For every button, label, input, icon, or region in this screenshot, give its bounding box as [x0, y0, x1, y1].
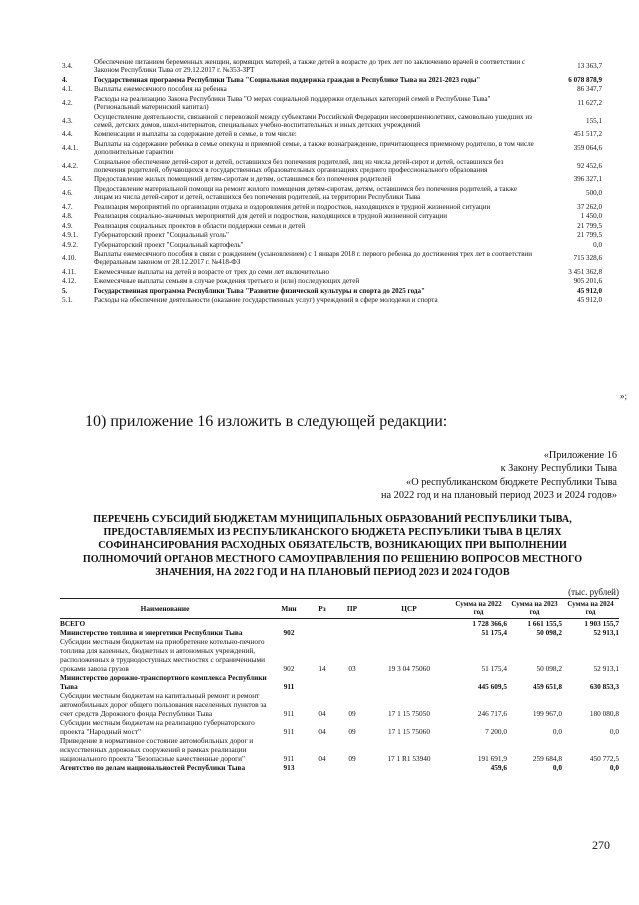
- cell-rz: 04: [318, 754, 326, 763]
- row-number: 4.6.: [62, 188, 73, 197]
- row-amount: 86 347,7: [577, 85, 602, 94]
- row-description: Реализация социальных проектов в области поддержки семьи и детей: [94, 221, 306, 230]
- row-number: 4.4.: [62, 130, 73, 139]
- program-row: [62, 277, 602, 285]
- table-row: [60, 691, 619, 718]
- header-2024: Сумма на 2024 год: [567, 599, 614, 616]
- program-row: [62, 287, 602, 295]
- header-rz: Рз: [318, 604, 326, 613]
- row-number: 4.2.: [62, 98, 73, 107]
- cell-min: 911: [283, 682, 295, 691]
- appendix-header: [287, 449, 617, 503]
- cell-name: Субсидии местным бюджетам на капитальный ремонт и ремонт автомобильных дорог общего пользования населенных пунктов за счет средств Дорожного фонда Республики Тыва: [60, 691, 267, 718]
- row-amount: 6 078 878,9: [568, 75, 602, 84]
- row-description: Реализация социально-значимых мероприятий для детей и подростков, находящихся в трудной жизненной ситуации: [94, 212, 448, 221]
- row-amount: 11 627,2: [577, 98, 602, 107]
- cell-2024: 1 903 155,7: [584, 619, 619, 628]
- row-description: Осуществление деятельности, связанной с перевозкой между субъектами Российской Федерации несовершеннолетних, самовольно ушедших из семей, детских домов, школ-интернатов, специальных учебно-воспитательных и иных детских учреждений: [94, 112, 532, 129]
- table-row: [60, 763, 619, 772]
- cell-pr: 09: [348, 709, 356, 718]
- row-number: 3.4.: [62, 62, 73, 71]
- cell-2024: 630 853,3: [589, 682, 619, 691]
- row-number: 4.: [62, 75, 68, 84]
- title-line: ПОЛНОМОЧИЙ ОРГАНОВ МЕСТНОГО САМОУПРАВЛЕНИЯ ПО РЕШЕНИЮ ВОПРОСОВ МЕСТНОГО: [82, 553, 583, 565]
- header-name: Наименование: [140, 604, 190, 613]
- row-amount: 13 363,7: [577, 62, 602, 71]
- row-number: 4.9.2.: [62, 240, 78, 249]
- row-number: 4.7.: [62, 202, 73, 211]
- cell-2022: 445 609,5: [477, 682, 507, 691]
- cell-rz: 14: [318, 664, 326, 673]
- row-number: 4.11.: [62, 267, 76, 276]
- subsidies-table: [60, 598, 619, 772]
- cell-name: ВСЕГО: [60, 619, 86, 628]
- row-amount: 45 912,0: [577, 286, 602, 295]
- header-pr: ПР: [346, 604, 358, 613]
- appendix-line-4: на 2022 год и на плановый период 2023 и 2024 годов»: [381, 490, 617, 502]
- row-amount: 92 452,6: [577, 161, 602, 170]
- program-row: [62, 222, 602, 230]
- cell-2022: 246 717,6: [477, 709, 507, 718]
- row-description: Ежемесячные выплаты на детей в возрасте от трех до семи лет включительно: [94, 267, 330, 276]
- program-row: [62, 212, 602, 220]
- row-amount: 715 328,6: [573, 254, 602, 263]
- cell-name: Субсидии местным бюджетам на реализацию губернаторского проекта "Народный мост": [60, 718, 255, 736]
- cell-2024: 0,0: [609, 763, 619, 772]
- cell-2022: 459,6: [490, 763, 507, 772]
- row-amount: 500,0: [586, 188, 602, 197]
- row-amount: 1 450,0: [580, 212, 602, 221]
- program-row: [62, 175, 602, 183]
- cell-2022: 191 691,9: [477, 754, 507, 763]
- cell-2023: 1 661 155,5: [527, 619, 562, 628]
- row-description: Губернаторский проект "Социальный картофель": [94, 240, 244, 249]
- cell-pr: 03: [348, 664, 356, 673]
- cell-pr: 09: [348, 754, 356, 763]
- cell-2024: 450 772,5: [589, 754, 619, 763]
- cell-min: 911: [283, 754, 295, 763]
- program-row: [62, 140, 602, 157]
- table-row: [60, 673, 619, 691]
- cell-csr: 17 1 15 75050: [388, 709, 430, 718]
- appendix-line-1: «Приложение 16: [543, 450, 617, 461]
- row-description: Предоставление материальной помощи на ремонт жилого помещения детям-сиротам, детям, оставшимся без попечения родителей, а также лицам из числа детей-сирот и детей, оставшихся без попечения родителей, на территории Республики Тыва: [94, 184, 517, 202]
- cell-2024: 180 080,8: [589, 709, 619, 718]
- closing-mark: »;: [620, 391, 628, 401]
- row-number: 4.8.: [62, 212, 73, 221]
- row-amount: 451 517,2: [573, 130, 602, 139]
- program-row: [62, 95, 602, 112]
- program-row: [62, 268, 602, 276]
- row-number: 4.10.: [62, 254, 77, 263]
- budget-program-table: [62, 58, 602, 306]
- cell-min: 911: [283, 709, 295, 718]
- cell-min: 911: [283, 727, 295, 736]
- program-row: [62, 130, 602, 138]
- cell-2023: 50 098,2: [536, 664, 562, 673]
- table-row: [60, 736, 619, 763]
- cell-2023: 0,0: [552, 727, 562, 736]
- row-description: Государственная программа Республики Тыва "Социальная поддержка граждан в Республике Тыва на 2021-2023 годы": [94, 75, 481, 84]
- cell-name: Агентство по делам национальностей Республики Тыва: [60, 763, 246, 772]
- row-description: Выплаты ежемесячного пособия на ребенка: [94, 85, 227, 94]
- cell-2022: 51 175,4: [481, 628, 507, 637]
- row-amount: 21 799,5: [577, 231, 602, 240]
- row-number: 4.1.: [62, 85, 73, 94]
- cell-csr: 17 1 R1 53940: [387, 754, 431, 763]
- units-label: (тыс. рублей): [568, 587, 619, 597]
- table-body: [60, 619, 619, 772]
- header-2023: Сумма на 2023 год: [511, 599, 558, 616]
- row-number: 4.9.: [62, 221, 73, 230]
- header-2022: Сумма на 2022 год: [455, 599, 502, 616]
- row-description: Предоставление жилых помещений детям-сиротам и детям, оставшимся без попечения родителей: [94, 175, 392, 184]
- program-row: [62, 185, 602, 202]
- cell-2023: 459 651,8: [532, 682, 562, 691]
- header-min: Мин: [281, 604, 297, 613]
- title-line: СОФИНАНСИРОВАНИЯ РАСХОДНЫХ ОБЯЗАТЕЛЬСТВ, ВОЗНИКАЮЩИХ ПРИ ВЫПОЛНЕНИИ: [98, 540, 567, 552]
- row-amount: 359 064,6: [573, 143, 602, 152]
- row-amount: 45 912,0: [577, 296, 602, 305]
- row-amount: 3 451 362,8: [568, 267, 602, 276]
- row-description: Ежемесячные выплаты семьям в случае рождения третьего и (или) последующих детей: [94, 277, 360, 286]
- cell-2023: 199 967,0: [532, 709, 562, 718]
- row-number: 4.3.: [62, 116, 73, 125]
- cell-rz: 04: [318, 709, 326, 718]
- table-row: [60, 718, 619, 736]
- program-row: [62, 113, 602, 130]
- row-description: Государственная программа Республики Тыва "Развитие физической культуры и спорта до 2025 года": [94, 286, 425, 295]
- program-row: [62, 241, 602, 249]
- row-amount: 37 262,0: [577, 202, 602, 211]
- cell-name: Субсидии местным бюджетам на приобретение котельно-печного топлива для казенных, бюджетных и автономных учреждений, расположенных в труднодоступных местностях с ограниченными сроками завоза грузов: [60, 637, 266, 673]
- program-row: [62, 231, 602, 239]
- row-description: Расходы на обеспечение деятельности (оказание государственных услуг) учреждений в сфере молодежи и спорта: [94, 296, 438, 305]
- cell-2023: 50 098,2: [536, 628, 562, 637]
- row-amount: 155,1: [586, 116, 602, 125]
- row-description: Губернаторский проект "Социальный уголь": [94, 231, 229, 240]
- row-amount: 905 201,6: [573, 277, 602, 286]
- row-description: Социальное обеспечение детей-сирот и детей, оставшихся без попечения родителей, лиц из числа детей-сирот и детей, оставшихся без попечения родителей, обучающихся в государственных образовательных организациях среднего профессионального образования: [94, 157, 504, 174]
- row-number: 4.5.: [62, 175, 73, 184]
- table-row: [60, 619, 619, 628]
- program-row: [62, 85, 602, 93]
- cell-name: Министерство топлива и энергетики Республики Тыва: [60, 628, 243, 637]
- cell-name: Министерство дорожно-транспортного комплекса Республики Тыва: [60, 673, 267, 691]
- title-line: ЗНАЧЕНИЯ, НА 2022 ГОД И НА ПЛАНОВЫЙ ПЕРИОД 2023 И 2024 ГОДОВ: [155, 566, 510, 578]
- row-number: 4.4.1.: [62, 143, 78, 152]
- cell-min: 902: [283, 628, 295, 637]
- row-number: 5.: [62, 286, 68, 295]
- cell-2024: 52 913,1: [593, 664, 619, 673]
- cell-min: 902: [283, 664, 295, 673]
- cell-min: 913: [283, 763, 295, 772]
- program-row: [62, 203, 602, 211]
- title-line: ПРЕДОСТАВЛЯЕМЫХ ИЗ РЕСПУБЛИКАНСКОГО БЮДЖЕТА РЕСПУБЛИКИ ТЫВА В ЦЕЛЯХ: [103, 527, 562, 539]
- cell-pr: 09: [348, 727, 356, 736]
- document-title: [70, 513, 595, 579]
- program-row: [62, 250, 602, 267]
- row-description: Компенсации и выплаты за содержание детей в семье, в том числе:: [94, 130, 297, 139]
- appendix-line-2: к Закону Республики Тыва: [500, 463, 617, 475]
- row-amount: 0,0: [593, 240, 602, 249]
- row-description: Расходы на реализацию Закона Республики Тыва "О мерах социальной поддержки отдельных категорий семей в Республике Тыва" (Региональный материнский капитал): [94, 94, 491, 112]
- cell-2023: 0,0: [552, 763, 562, 772]
- program-row: [62, 296, 602, 304]
- row-amount: 396 327,1: [573, 175, 602, 184]
- table-header: [60, 598, 619, 619]
- row-amount: 21 799,5: [577, 221, 602, 230]
- cell-rz: 04: [318, 727, 326, 736]
- row-description: Обеспечение питанием беременных женщин, кормящих матерей, а также детей в возрасте до трех лет по заключению врачей в соответствии с Законом Республики Тыва от 29.12.2017 г. №353-ЗРТ: [94, 58, 526, 75]
- program-row: [62, 158, 602, 175]
- program-row: [62, 76, 602, 84]
- header-csr: ЦСР: [401, 604, 417, 613]
- row-description: Реализация мероприятий по организации отдыха и оздоровления детей и подростков, находящихся в трудной жизненной ситуации: [94, 202, 491, 211]
- appendix-line-3: «О республиканском бюджете Республики Тыва: [406, 476, 617, 488]
- amendment-instruction: 10) приложение 16 изложить в следующей редакции:: [85, 413, 448, 430]
- program-row: [62, 58, 602, 75]
- cell-2024: 0,0: [609, 727, 619, 736]
- cell-2023: 259 684,8: [532, 754, 562, 763]
- row-number: 4.4.2.: [62, 161, 78, 170]
- cell-2024: 52 913,1: [593, 628, 619, 637]
- row-number: 5.1.: [62, 296, 73, 305]
- row-description: Выплаты на содержание ребенка в семье опекуна и приемной семье, а также вознаграждение, причитающееся приемному родителю, в том числе дополнительные гарантии: [94, 139, 534, 157]
- cell-csr: 19 3 04 75060: [388, 664, 430, 673]
- cell-name: Приведение в нормативное состояние автомобильных дорог и искусственных дорожных сооружений в рамках реализации национального проекта "Безопасные качественные дороги": [60, 736, 254, 763]
- table-row: [60, 628, 619, 637]
- table-row: [60, 637, 619, 673]
- cell-2022: 7 200,0: [485, 727, 507, 736]
- cell-csr: 17 1 15 75060: [388, 727, 430, 736]
- page-number: 270: [592, 838, 610, 852]
- row-description: Выплаты ежемесячного пособия в связи с рождением (усыновлением) с 1 января 2018 г. первого ребенка до достижения трех лет в соответствии Федеральным законом от 28.12.2017 г. №418-ФЗ: [94, 250, 533, 267]
- cell-2022: 1 728 366,6: [472, 619, 507, 628]
- cell-2022: 51 175,4: [481, 664, 507, 673]
- row-number: 4.9.1.: [62, 231, 78, 240]
- row-number: 4.12.: [62, 277, 77, 286]
- title-line: ПЕРЕЧЕНЬ СУБСИДИЙ БЮДЖЕТАМ МУНИЦИПАЛЬНЫХ ОБРАЗОВАНИЙ РЕСПУБЛИКИ ТЫВА,: [93, 514, 572, 525]
